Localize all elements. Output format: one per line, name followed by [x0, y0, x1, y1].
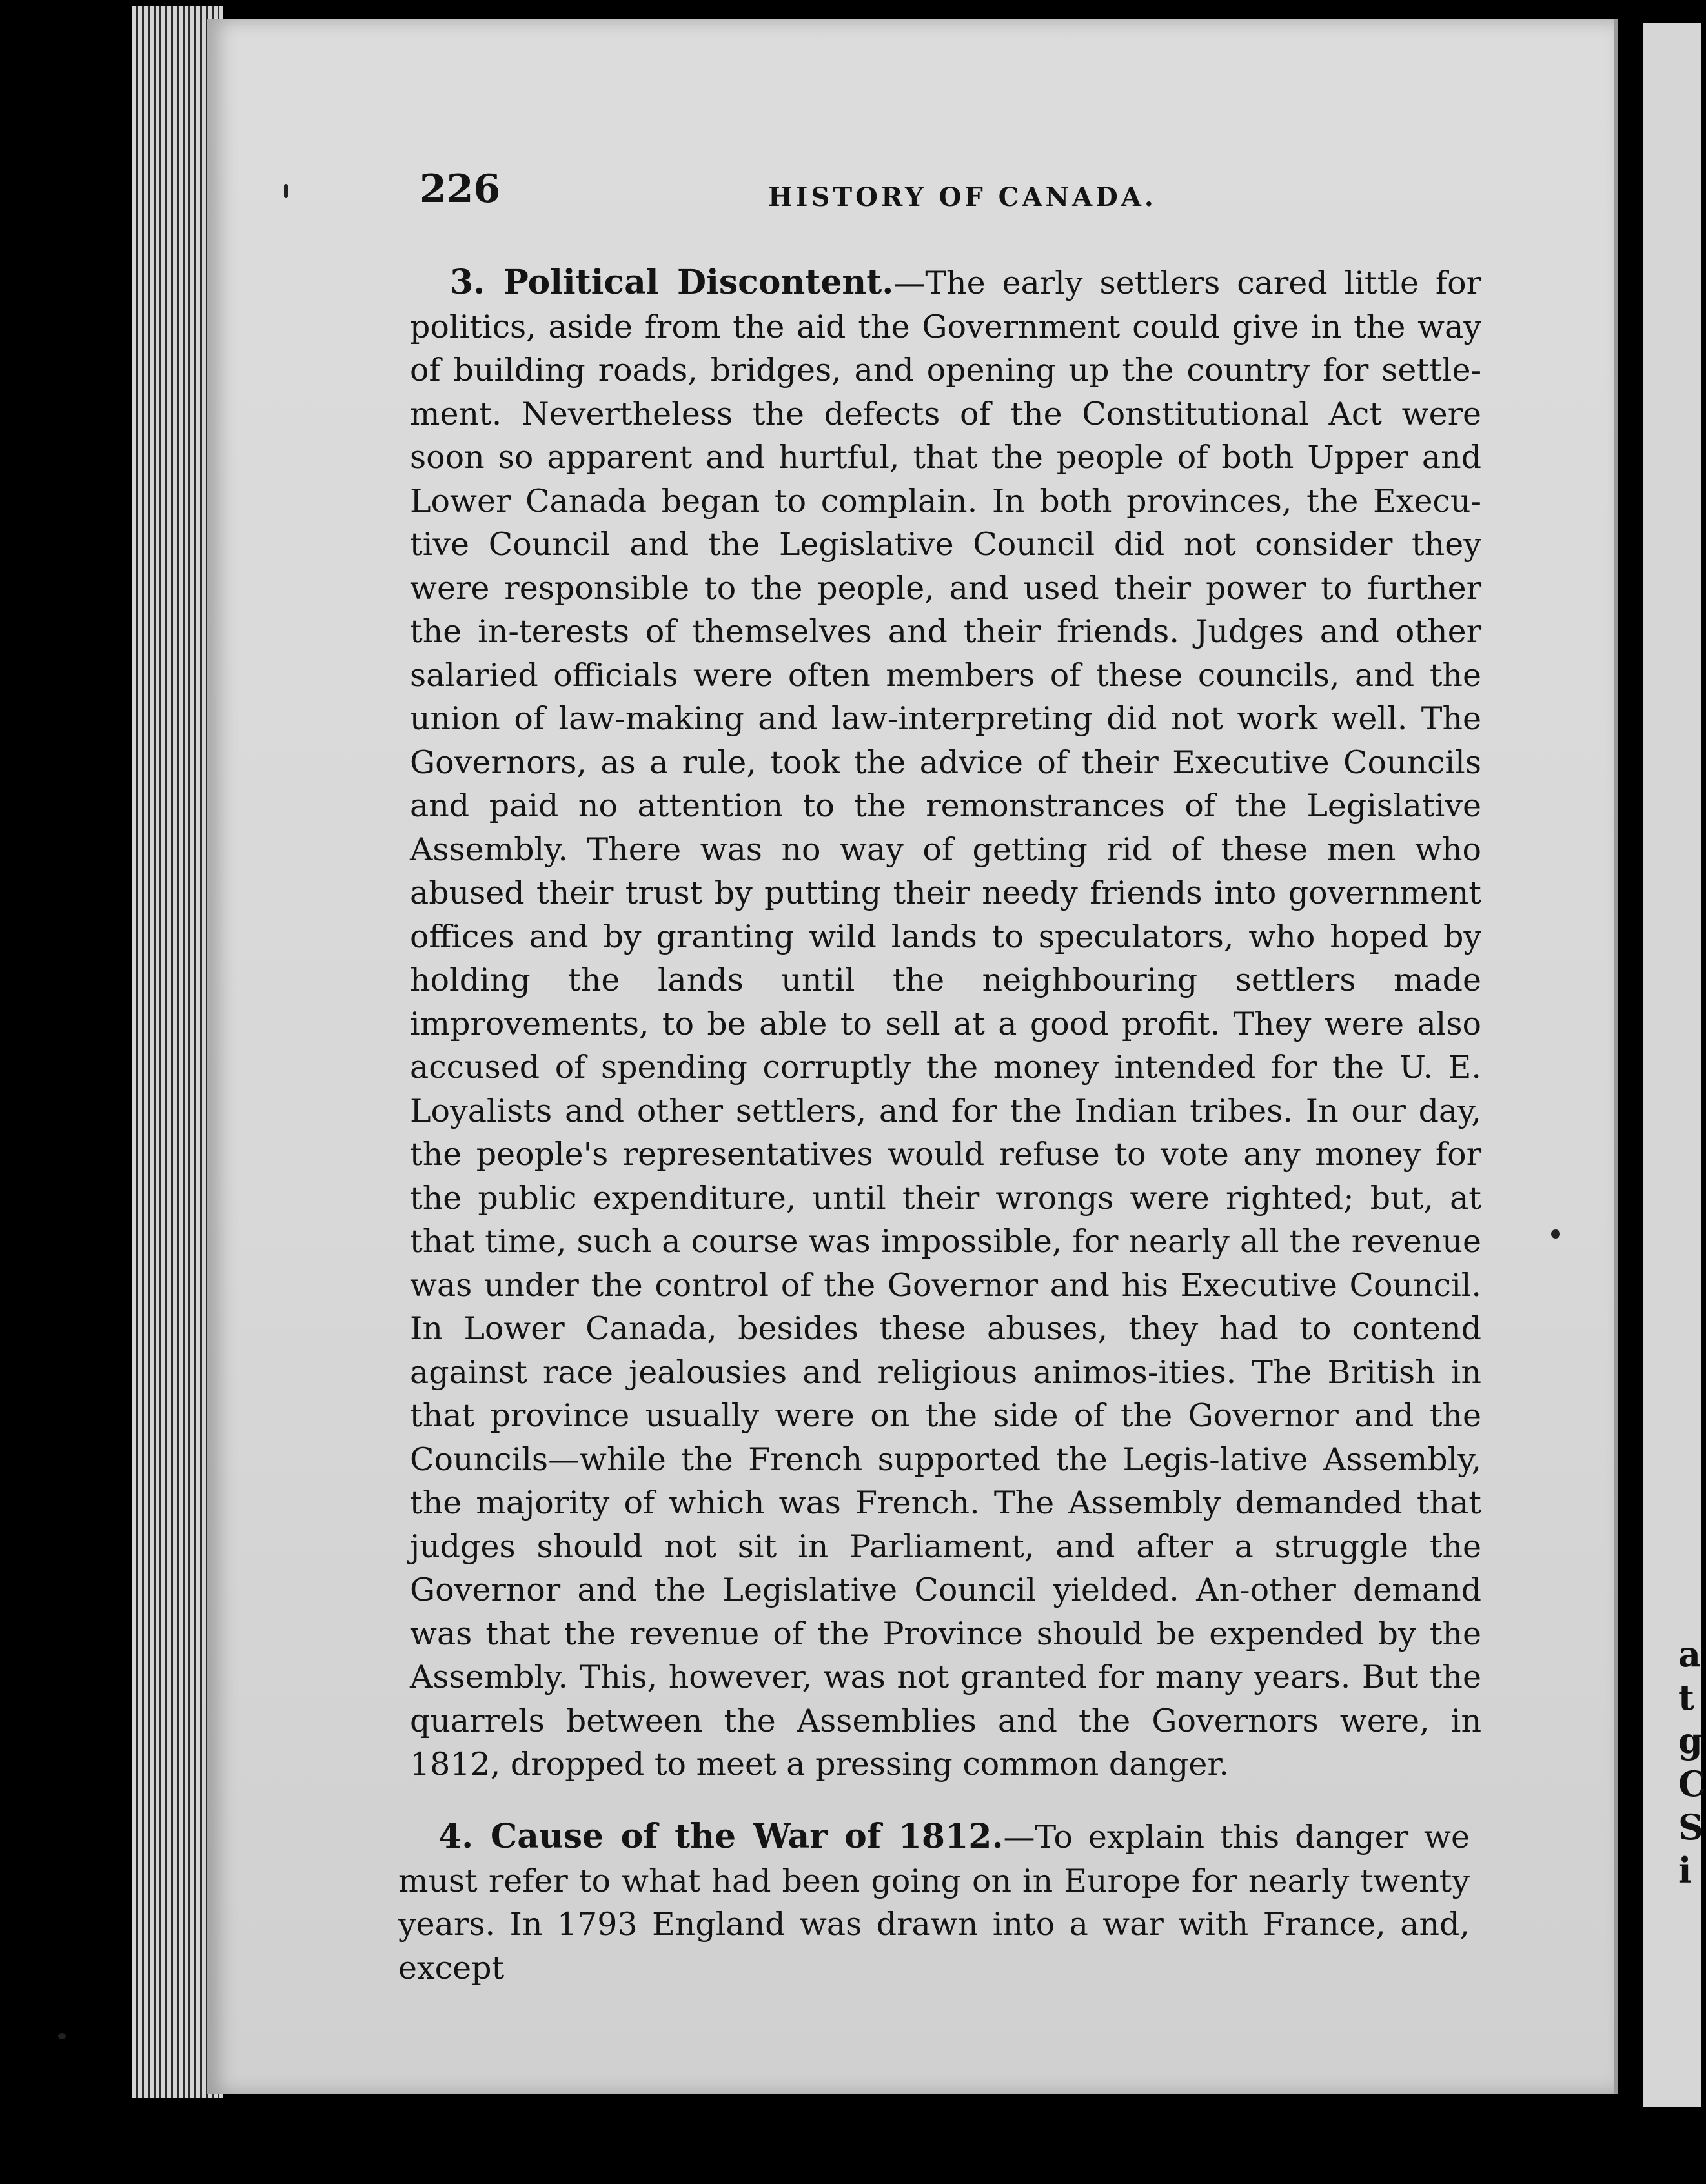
facing-page-fragment: a t g C S i [1678, 1633, 1706, 1891]
section-body: —The early settlers cared little for politics, aside from the aid the Government could give in the way of building roads, bridges, and opening up the country for settle-ment. Nevertheless the defects of the Constitutional Act were soon so apparent and hurtful, that the people of both Upper and Lower Canada began to complain. In both provinces, the Execu-tive Council and the Legislative Council did not consider they were responsible to the people, and used their power to further the in-terests of themselves and their friends. Judges and other salaried officials were often members of these councils, and the union of law-making and law-interpreting did not work well. The Governors, as a rule, took the advice of their Executive Councils and paid no attention to the remonstrances of the Legislative Assembly. There was no way of getting rid of these men who abused their trust by putting their needy friends into government offices and by granting wild lands to speculators, who hoped by holding the lands until the neighbouring settlers made improvements, to be able to sell at a good profit. They were also accused of spending corruptly the money intended for the U. E. Loyalists and other settlers, and for the Indian tribes. In our day, the people's representatives would refuse to vote any money for the public expenditure, until their wrongs were righted; but, at that time, such a course was impossible, for nearly all the revenue was under the control of the Governor and his Executive Council. In Lower Canada, besides these abuses, they had to contend against race jealousies and religious animos-ities. The British in that province usually were on the side of the Governor and the Councils—while the French supported the Legis-lative Assembly, the majority of which was French. The Assembly demanded that judges should not sit in Parliament, and after a struggle the Governor and the Legislative Council yielded. An-other demand was that the revenue of the Province should be expended by the Assembly. This, however, was not granted for many years. But the quarrels between the Assemblies and the Governors were, in 1812, dropped to meet a pressing common danger. [410, 265, 1481, 1783]
section-heading: 3. Political Discontent. [450, 263, 894, 302]
section-political-discontent [410, 261, 1481, 1786]
ink-speck [58, 2033, 66, 2039]
section-cause-of-war [398, 1815, 1470, 1990]
section-heading: 4. Cause of the War of 1812. [438, 1817, 1004, 1856]
ink-speck [284, 184, 288, 198]
page-number: 226 [420, 167, 501, 212]
running-title: HISTORY OF CANADA. [768, 182, 1157, 212]
ink-speck [1551, 1229, 1560, 1239]
paragraph [410, 261, 1481, 1786]
section-body: —To explain this danger we must refer to what had been going on in Europe for nearly twenty years. In 1793 England was drawn into a war with France, and, except [398, 1819, 1470, 1987]
paragraph [398, 1815, 1470, 1990]
